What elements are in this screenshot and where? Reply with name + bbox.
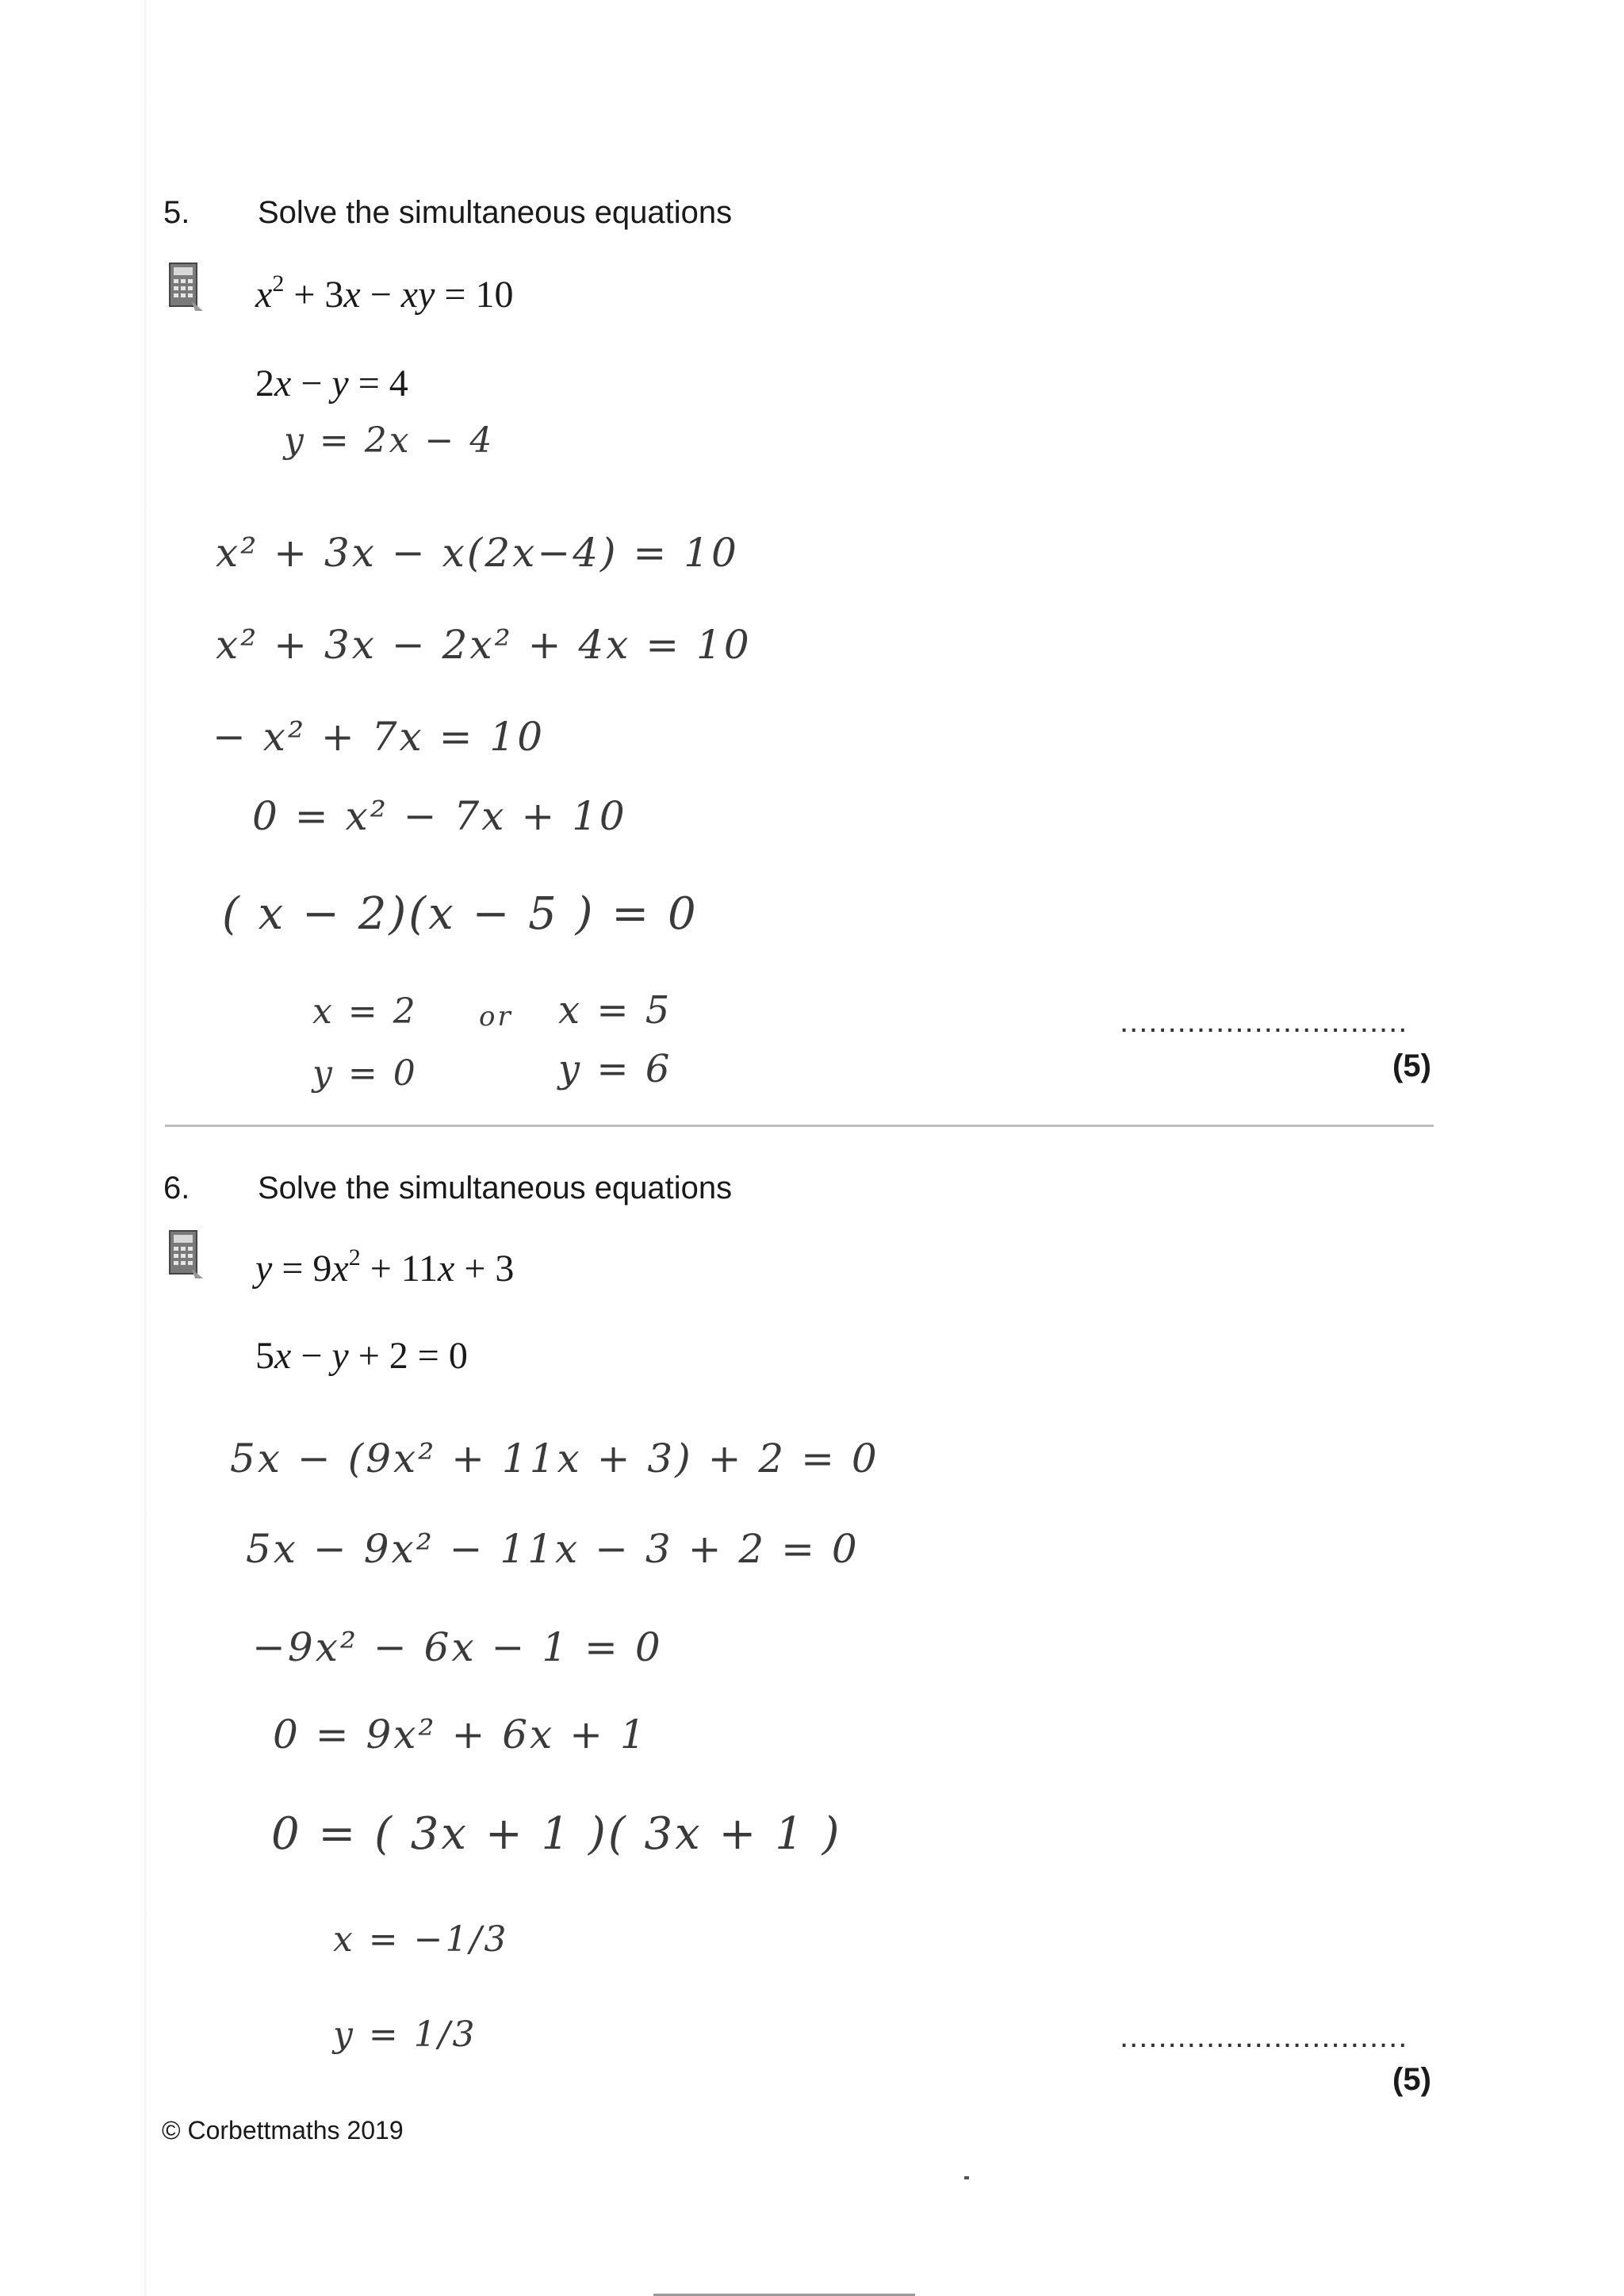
q5-solution-y2: y = 6 bbox=[558, 1047, 672, 1091]
q5-working-line-3: x² + 3x − 2x² + 4x = 10 bbox=[216, 622, 752, 668]
q5-working-line-1: y = 2x − 4 bbox=[284, 420, 495, 461]
question-5-prompt: Solve the simultaneous equations bbox=[258, 195, 733, 230]
q5-solution-x1: x = 2 bbox=[312, 991, 418, 1032]
q6-working-line-4: 0 = 9x² + 6x + 1 bbox=[273, 1711, 648, 1757]
page-edge-shadow bbox=[144, 0, 147, 2296]
q6-working-line-2: 5x − 9x² − 11x − 3 + 2 = 0 bbox=[246, 1526, 860, 1572]
q6-working-line-5: 0 = ( 3x + 1 )( 3x + 1 ) bbox=[271, 1808, 842, 1860]
q5-working-line-2: x² + 3x − x(2x−4) = 10 bbox=[216, 530, 739, 576]
calculator-icon bbox=[168, 262, 205, 312]
question-6-equation-2: 5x − y + 2 = 0 bbox=[255, 1335, 468, 1377]
question-6-prompt: Solve the simultaneous equations bbox=[258, 1171, 733, 1205]
q6-working-line-1: 5x − (9x² + 11x + 3) + 2 = 0 bbox=[230, 1435, 879, 1481]
q5-or-text: or bbox=[479, 1001, 513, 1033]
question-5-equation-2: 2x − y = 4 bbox=[255, 362, 408, 404]
question-5-equation-1: $x^2 + 3x$ − xy = 10 bbox=[255, 270, 514, 316]
question-6-equation-1: $y = 9x^2 + 11x + 3$ bbox=[255, 1244, 515, 1290]
calculator-icon bbox=[168, 1229, 205, 1280]
q6-solution-y: y = 1/3 bbox=[333, 2014, 477, 2055]
question-divider bbox=[165, 1125, 1434, 1127]
q5-solution-x2: x = 5 bbox=[558, 988, 672, 1033]
q5-marks: (5) bbox=[1392, 1048, 1431, 1083]
q6-working-line-3: −9x² − 6x − 1 = 0 bbox=[252, 1624, 663, 1670]
footer-copyright: © Corbettmaths 2019 bbox=[162, 2116, 404, 2145]
q6-solution-x: x = −1/3 bbox=[333, 1919, 509, 1960]
q5-working-line-6: ( x − 2)(x − 5 ) = 0 bbox=[222, 888, 699, 940]
q5-answer-line: .............................. bbox=[1120, 1004, 1408, 1039]
scan-mark bbox=[964, 2176, 969, 2179]
question-6-number: 6. bbox=[163, 1171, 190, 1205]
question-5-number: 5. bbox=[163, 195, 190, 230]
q5-working-line-5: 0 = x² − 7x + 10 bbox=[252, 793, 627, 839]
q6-marks: (5) bbox=[1392, 2062, 1431, 2097]
q5-working-line-4: − x² + 7x = 10 bbox=[213, 714, 546, 760]
q5-solution-y1: y = 0 bbox=[312, 1053, 418, 1094]
q6-answer-line: .............................. bbox=[1120, 2019, 1408, 2054]
